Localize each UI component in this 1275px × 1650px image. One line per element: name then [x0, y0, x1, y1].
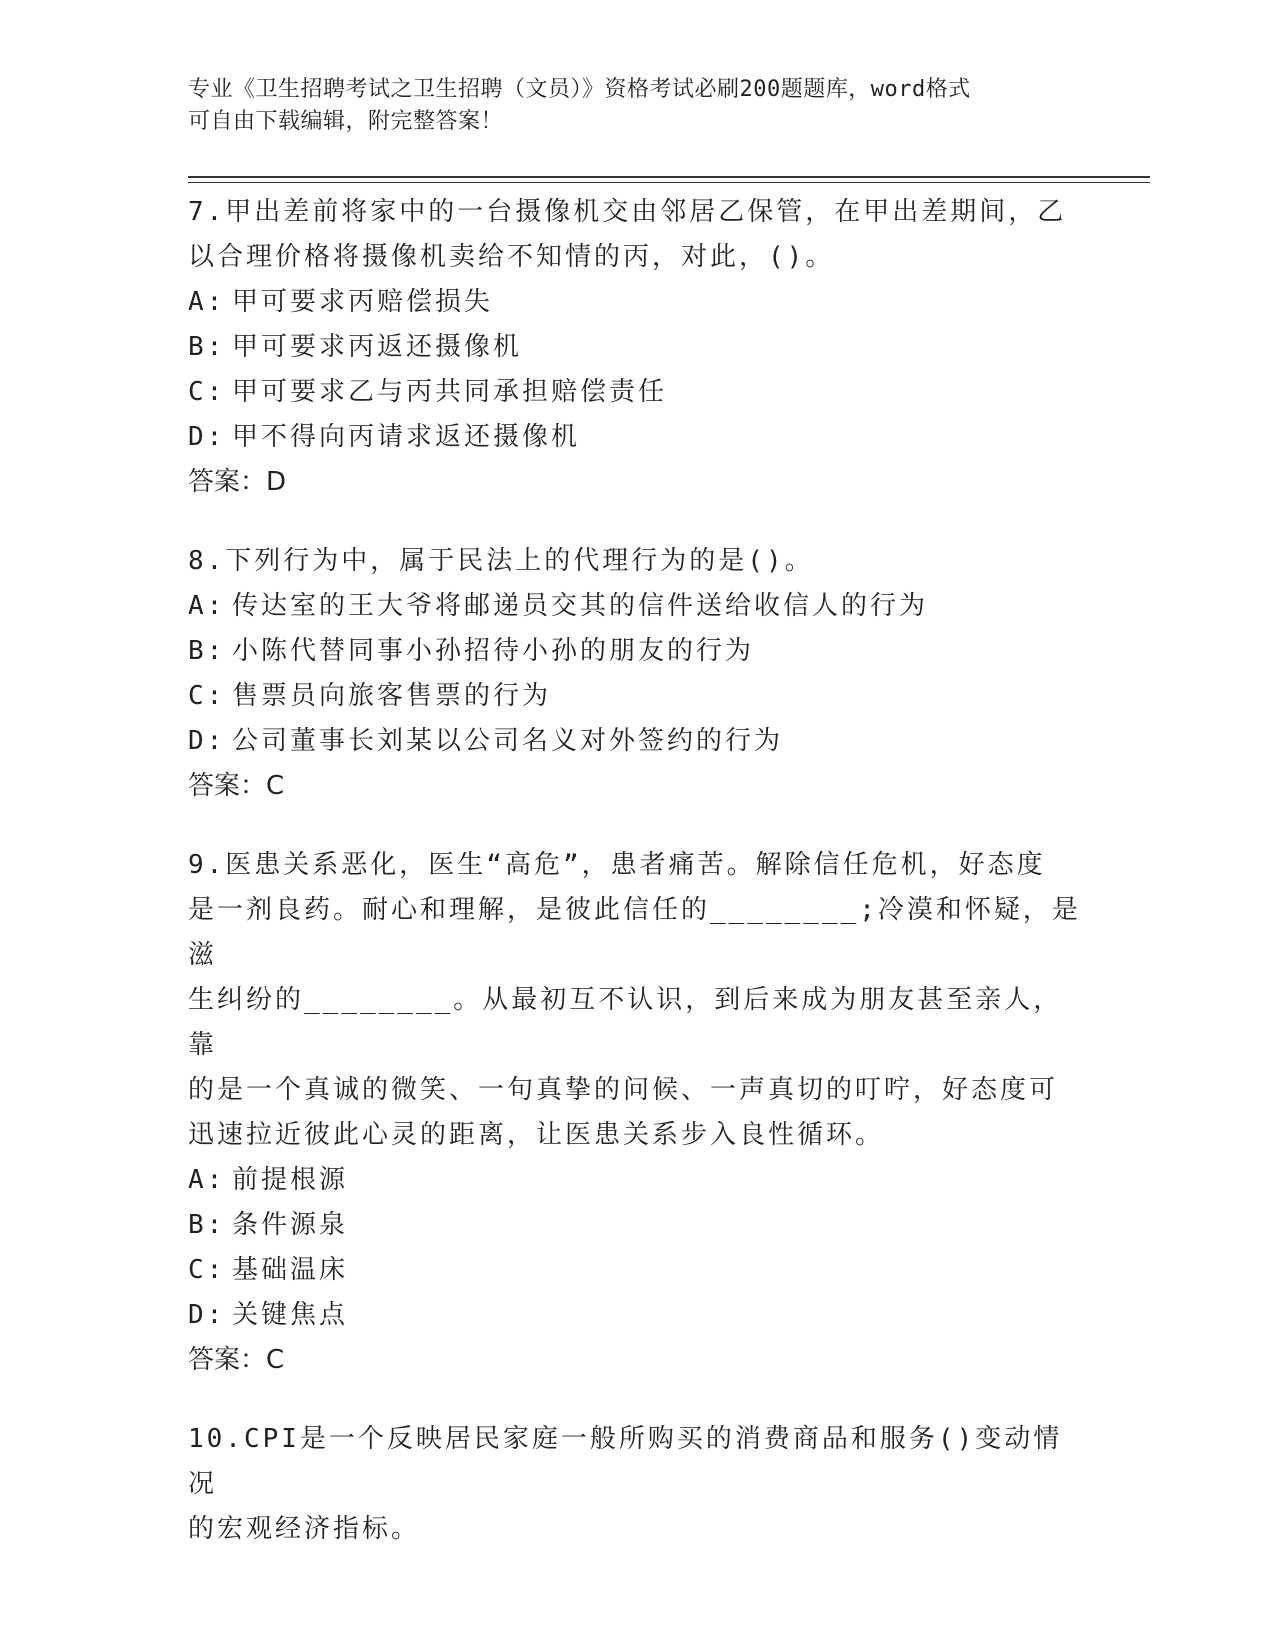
header-line-1: 专业《卫生招聘考试之卫生招聘（文员）》资格考试必刷200题题库，word格式 [188, 77, 971, 102]
answer-line: 答案：C [188, 1345, 285, 1375]
option-key: C: [188, 1255, 226, 1285]
option-key: A: [188, 1165, 226, 1195]
question-stem-line: 9.医患关系恶化，医生“高危”，患者痛苦。解除信任危机，好态度 [188, 850, 1046, 880]
option-key: D: [188, 726, 226, 756]
question-stem-line: 8.下列行为中，属于民法上的代理行为的是()。 [188, 546, 814, 576]
question-10 [188, 1417, 1088, 1552]
option-key: A: [188, 591, 226, 621]
option-key: C: [188, 377, 226, 407]
document-header [188, 74, 1068, 138]
option-text: 基础温床 [232, 1255, 349, 1285]
option-text: 小陈代替同事小孙招待小孙的朋友的行为 [232, 636, 755, 666]
question-7 [188, 190, 1088, 505]
option-key: B: [188, 332, 226, 362]
option-d [188, 1293, 1088, 1338]
option-key: B: [188, 1210, 226, 1240]
option-a [188, 1158, 1088, 1203]
option-b [188, 1203, 1088, 1248]
header-divider-thick [188, 176, 1150, 178]
answer-line: 答案：C [188, 771, 285, 801]
question-stem-line: 以合理价格将摄像机卖给不知情的丙，对此，()。 [188, 242, 835, 272]
option-text: 关键焦点 [232, 1300, 349, 1330]
option-key: D: [188, 422, 226, 452]
question-stem-line: 的宏观经济指标。 [188, 1514, 421, 1544]
option-a [188, 584, 1088, 629]
option-key: D: [188, 1300, 226, 1330]
option-b [188, 325, 1088, 370]
option-c [188, 1248, 1088, 1293]
option-text: 传达室的王大爷将邮递员交其的信件送给收信人的行为 [232, 591, 929, 621]
option-key: A: [188, 287, 226, 317]
option-text: 甲可要求丙赔偿损失 [232, 287, 494, 317]
header-line-2: 可自由下载编辑，附完整答案！ [188, 109, 504, 134]
option-d [188, 415, 1088, 460]
option-text: 公司董事长刘某以公司名义对外签约的行为 [232, 726, 784, 756]
option-text: 甲可要求丙返还摄像机 [232, 332, 523, 362]
question-8 [188, 539, 1088, 809]
question-stem-line: 的是一个真诚的微笑、一句真挚的问候、一声真切的叮咛，好态度可 [188, 1075, 1059, 1105]
question-stem-line: 7.甲出差前将家中的一台摄像机交由邻居乙保管，在甲出差期间，乙 [188, 197, 1067, 227]
option-text: 条件源泉 [232, 1210, 349, 1240]
option-text: 甲不得向丙请求返还摄像机 [232, 422, 581, 452]
header-divider-thin [188, 182, 1150, 183]
option-text: 前提根源 [232, 1165, 349, 1195]
option-a [188, 280, 1088, 325]
question-stem-line: 10.CPI是一个反映居民家庭一般所购买的消费商品和服务()变动情况 [188, 1424, 1063, 1499]
question-9 [188, 843, 1088, 1383]
option-b [188, 629, 1088, 674]
option-c [188, 674, 1088, 719]
option-c [188, 370, 1088, 415]
option-text: 甲可要求乙与丙共同承担赔偿责任 [232, 377, 668, 407]
option-text: 售票员向旅客售票的行为 [232, 681, 552, 711]
option-key: B: [188, 636, 226, 666]
question-stem-line: 迅速拉近彼此心灵的距离，让医患关系步入良性循环。 [188, 1120, 885, 1150]
option-d [188, 719, 1088, 764]
question-stem-line: 生纠纷的________。从最初互不认识，到后来成为朋友甚至亲人，靠 [188, 985, 1063, 1060]
question-list [188, 190, 1088, 1586]
question-stem-line: 是一剂良药。耐心和理解，是彼此信任的________;冷漠和怀疑，是滋 [188, 895, 1081, 970]
answer-line: 答案：D [188, 467, 287, 497]
option-key: C: [188, 681, 226, 711]
